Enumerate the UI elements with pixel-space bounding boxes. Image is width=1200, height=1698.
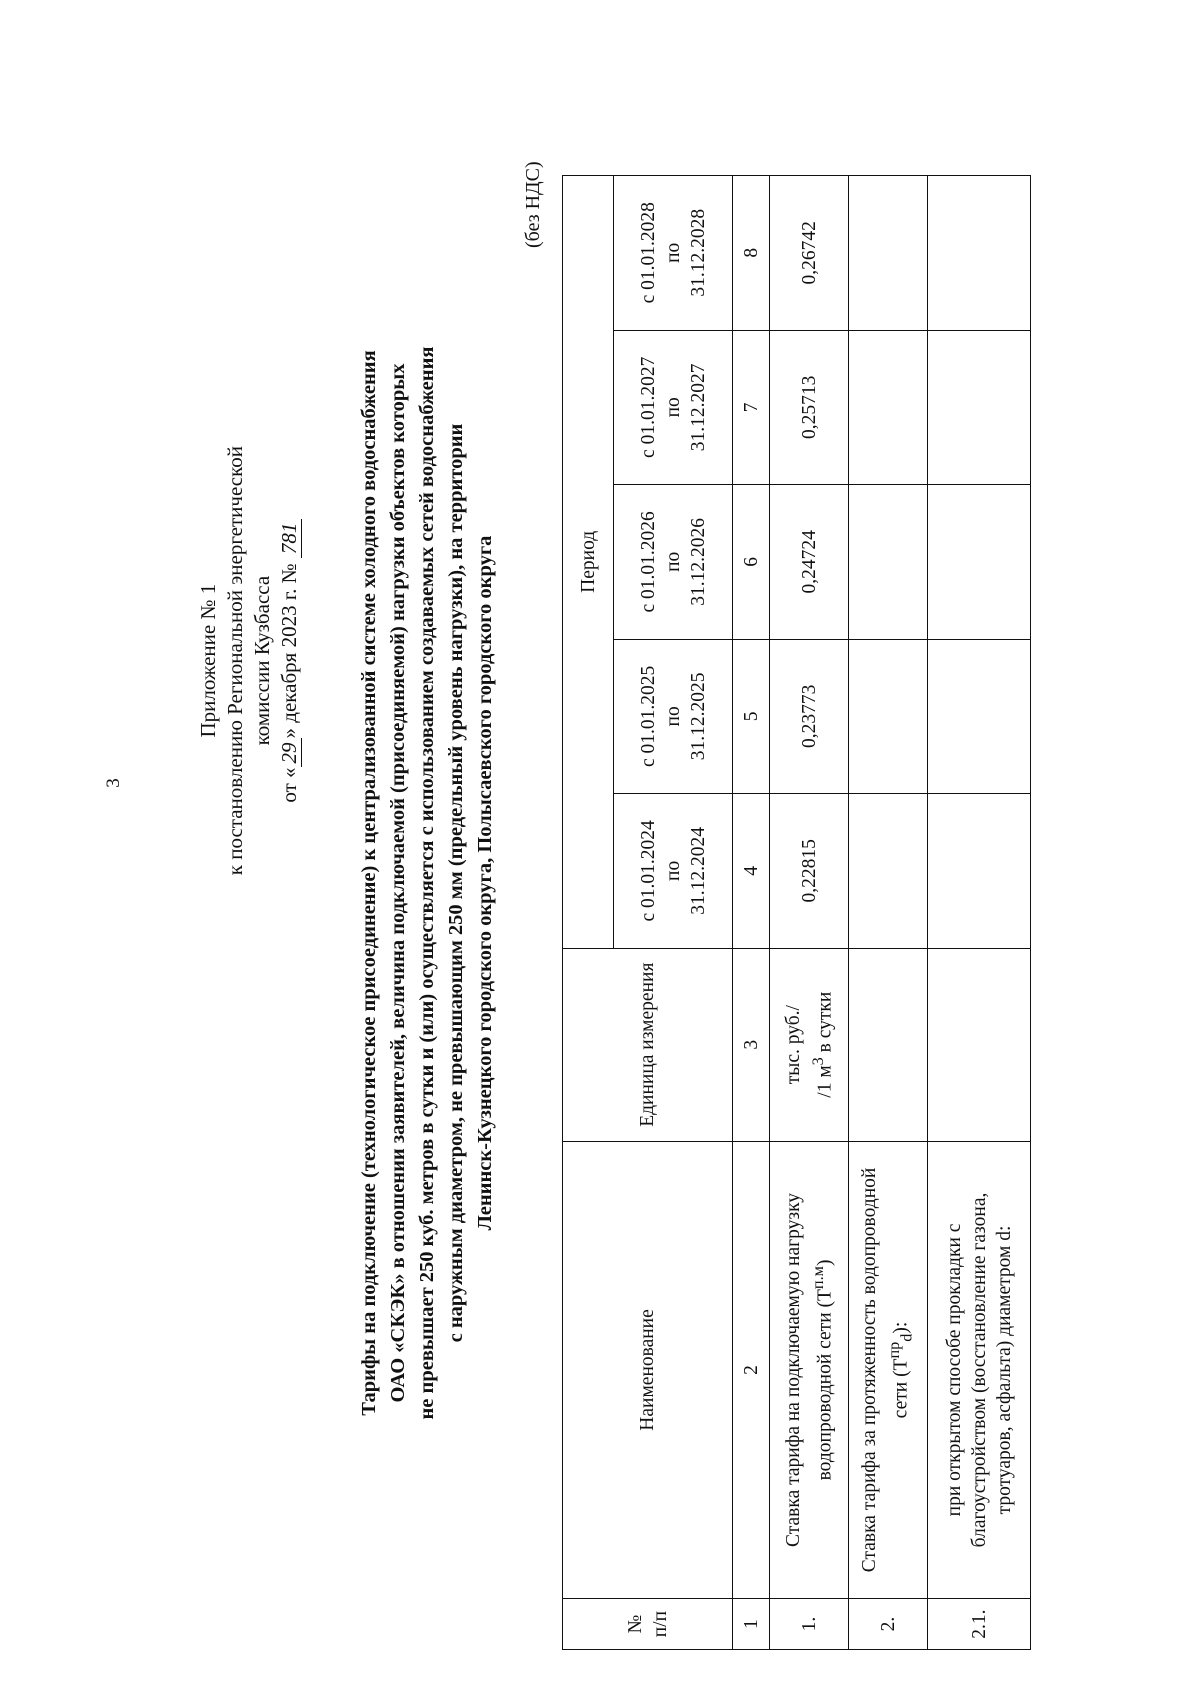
table-row bbox=[849, 176, 928, 1650]
tariff-value bbox=[849, 485, 928, 640]
column-number: 3 bbox=[733, 948, 770, 1141]
row-name: при открытом способе прокладки с благоустройством (восстановление газона, тротуаров, асфальта) диаметром d: bbox=[928, 1141, 1031, 1598]
row-unit bbox=[849, 948, 928, 1141]
tariff-value bbox=[928, 485, 1031, 640]
column-number: 1 bbox=[733, 1599, 770, 1650]
tariff-table bbox=[562, 175, 1031, 1650]
table-row bbox=[928, 176, 1031, 1650]
header-period-2028: с 01.01.2028 по 31.12.2028 bbox=[614, 176, 733, 331]
appendix-line-2: к постановлению Региональной энергетической bbox=[223, 446, 247, 876]
tariff-value: 0,23773 bbox=[770, 639, 849, 794]
column-number: 6 bbox=[733, 485, 770, 640]
date-middle: » декабря 2023 г. № bbox=[277, 563, 301, 739]
tariff-value: 0,22815 bbox=[770, 794, 849, 949]
appendix-line-3: комиссии Кузбасса bbox=[250, 575, 274, 746]
header-unit: Единица измерения bbox=[563, 948, 733, 1141]
tariff-value bbox=[928, 330, 1031, 485]
title-line-3: не превышает 250 куб. метров в сутки и (или) осуществляется с использованием создаваемых сетей водоснабжения bbox=[416, 346, 438, 1420]
tariff-value bbox=[928, 639, 1031, 794]
tariff-value bbox=[849, 794, 928, 949]
column-number: 7 bbox=[733, 330, 770, 485]
appendix-line-1: Приложение № 1 bbox=[196, 583, 220, 738]
tariff-value bbox=[849, 330, 928, 485]
header-period-2025: с 01.01.2025 по 31.12.2025 bbox=[614, 639, 733, 794]
tariff-value bbox=[928, 794, 1031, 949]
appendix-header bbox=[195, 446, 303, 875]
landscape-page bbox=[0, 58, 1200, 1698]
header-period: Период bbox=[563, 176, 614, 949]
row-name: Ставка тарифа на подключаемую нагрузку водопроводной сети $(Т^{п.м})$ bbox=[770, 1141, 849, 1598]
header-period-2027: с 01.01.2027 по 31.12.2027 bbox=[614, 330, 733, 485]
row-number: 2. bbox=[849, 1599, 928, 1650]
tariff-value: 0,24724 bbox=[770, 485, 849, 640]
column-number: 5 bbox=[733, 639, 770, 794]
tariff-value bbox=[849, 176, 928, 331]
page-number: 3 bbox=[103, 778, 124, 788]
header-no: № п/п bbox=[563, 1599, 733, 1650]
column-number: 2 bbox=[733, 1141, 770, 1598]
title-line-5: Ленинск-Кузнецкого городского округа, Полысаевского городского округа bbox=[474, 535, 496, 1231]
appendix-date bbox=[276, 446, 303, 875]
handwritten-number: 781 bbox=[277, 519, 302, 559]
column-number: 4 bbox=[733, 794, 770, 949]
handwritten-day: 29 bbox=[277, 738, 302, 767]
row-name: Ставка тарифа за протяженность водопроводной сети $(Т^{пр}_d)$: bbox=[849, 1141, 928, 1598]
title-line-1: Тарифы на подключение (технологическое присоединение) к централизованной системе холодного водоснабжения bbox=[358, 350, 380, 1416]
column-number: 8 bbox=[733, 176, 770, 331]
tariff-value bbox=[928, 176, 1031, 331]
tariff-value bbox=[849, 639, 928, 794]
header-period-2026: с 01.01.2026 по 31.12.2026 bbox=[614, 485, 733, 640]
row-number: 1. bbox=[770, 1599, 849, 1650]
header-name: Наименование bbox=[563, 1141, 733, 1598]
tariff-value: 0,25713 bbox=[770, 330, 849, 485]
vat-note: (без НДС) bbox=[522, 161, 544, 248]
column-number-row bbox=[733, 176, 770, 1650]
tariff-value: 0,26742 bbox=[770, 176, 849, 331]
title-line-4: с наружным диаметром, не превышающим 250 мм (предельный уровень нагрузки), на территории bbox=[445, 423, 467, 1343]
row-number: 2.1. bbox=[928, 1599, 1031, 1650]
row-unit: тыс. руб./ /1 $м^3$ в сутки bbox=[770, 948, 849, 1141]
document-title bbox=[355, 218, 500, 1548]
table-row bbox=[770, 176, 849, 1650]
header-period-2024: с 01.01.2024 по 31.12.2024 bbox=[614, 794, 733, 949]
date-prefix: от « bbox=[277, 767, 301, 803]
title-line-2: ОАО «СКЭК» в отношении заявителей, величина подключаемой (присоединяемой) нагрузки объектов которых bbox=[387, 363, 409, 1403]
row-unit bbox=[928, 948, 1031, 1141]
